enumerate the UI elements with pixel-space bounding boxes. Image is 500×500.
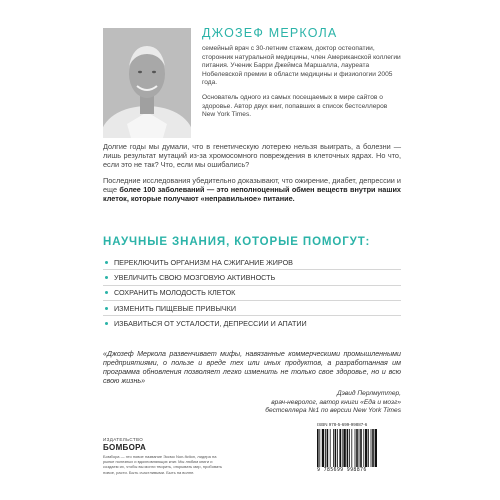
benefit-item: [103, 255, 401, 270]
quote-author-name: Дэвид Перлмуттер,: [336, 390, 401, 397]
benefit-label: СОХРАНИТЬ МОЛОДОСТЬ КЛЕТОК: [114, 288, 236, 298]
barcode-bar: [319, 429, 320, 467]
intro-paragraph-2-bold: более 100 заболеваний — это неполноценный обмен веществ внутри наших клеток, которые получают «неправильное» питание.: [103, 185, 401, 204]
barcode-bar: [372, 429, 374, 467]
endorsement-quote: «Джозеф Меркола развенчивает мифы, навязанные коммерческими промышленными предприятиями, о пользе и вреде тех или иных продуктов, а разработанная им программа обновления позволяет легко изменить не только свое здоровье, но и всю свою жизнь»: [103, 350, 401, 386]
benefit-item: [103, 270, 401, 285]
bullet-icon: [105, 291, 108, 294]
author-photo: [103, 28, 191, 138]
benefit-label: УВЕЛИЧИТЬ СВОЮ МОЗГОВУЮ АКТИВНОСТЬ: [114, 272, 276, 282]
barcode-bar: [356, 429, 358, 467]
barcode-bar: [359, 429, 360, 467]
quote-author-title: врач-невролог, автор книги «Еда и мозг»: [271, 398, 401, 406]
barcode-bar: [342, 429, 343, 467]
bio-paragraph-1: семейный врач с 30-летним стажем, доктор остеопатии, сторонник натуральной медицины, член Американской коллегии питания. Ученик Барри Джеймса Маршалла, лауреата Нобелевской премии в области медицины и физиологии 2005 года.: [202, 45, 401, 87]
bullet-icon: [105, 307, 108, 310]
quote-attribution: [201, 390, 401, 416]
isbn-label: ISBN 978-5-699-99887-6: [317, 422, 368, 427]
barcode-bar: [335, 429, 337, 467]
barcode-bar: [337, 429, 338, 467]
benefit-item: [103, 286, 401, 301]
bullet-icon: [105, 276, 108, 279]
barcode-bar: [375, 429, 377, 467]
benefit-item: [103, 301, 401, 316]
intro-paragraph-1: Долгие годы мы думали, что в генетическую лотерею нельзя выиграть, а болезни — лишь результат мутаций из-за хромосомного повреждения в клеточных ядрах. Но что, если это не так? Что, если мы ошибались?: [103, 142, 401, 170]
barcode-bar: [355, 429, 356, 467]
benefit-item: [103, 316, 401, 331]
barcode-bar: [339, 429, 341, 467]
quote-author-note: бестселлера №1 по версии New York Times: [265, 407, 401, 415]
benefit-label: ПЕРЕКЛЮЧИТЬ ОРГАНИЗМ НА СЖИГАНИЕ ЖИРОВ: [114, 257, 293, 267]
benefits-list: [103, 255, 401, 331]
bio-paragraph-2: Основатель одного из самых посещаемых в мире сайтов о здоровье. Автор двух книг, попавших в список бестселлеров New York Times.: [202, 93, 388, 119]
publisher-logo: БОМБОРА: [103, 443, 147, 452]
intro-paragraph-2: [103, 176, 401, 203]
barcode-bar: [327, 429, 329, 467]
barcode-bar: [363, 429, 364, 467]
benefits-heading: НАУЧНЫЕ ЗНАНИЯ, КОТОРЫЕ ПОМОГУТ:: [103, 236, 371, 248]
barcode-bar: [330, 429, 331, 467]
benefit-label: ИЗМЕНИТЬ ПИЩЕВЫЕ ПРИВЫЧКИ: [114, 303, 236, 313]
benefit-label: ИЗБАВИТЬСЯ ОТ УСТАЛОСТИ, ДЕПРЕССИИ И АПАТИИ: [114, 319, 307, 329]
barcode-bar: [343, 429, 345, 467]
barcode-bar: [360, 429, 362, 467]
barcode-bar: [371, 429, 372, 467]
barcode-bar: [317, 429, 319, 467]
publisher-label: ИЗДАТЕЛЬСТВО: [103, 437, 144, 442]
barcode-bar: [333, 429, 334, 467]
barcode-bar: [325, 429, 326, 467]
publisher-description: Бомбора — это новое название Эксмо Non-fiction, лидера на рынке полезных и вдохновляющих книг. Мы любим книги и создаем их, чтобы вы могли творить, открывать мир, пробовать новое, расти. Быть счастливыми. Быть на волне.: [103, 454, 223, 475]
intro-text: [103, 142, 401, 211]
barcode-bar: [368, 429, 369, 467]
barcode-bar: [351, 429, 352, 467]
author-bio: [202, 45, 402, 126]
barcode-icon: [317, 429, 401, 467]
barcode-bar: [365, 429, 367, 467]
barcode-digits: 9 785699 998876: [317, 467, 367, 473]
bullet-icon: [105, 261, 108, 264]
barcode-bar: [322, 429, 324, 467]
bullet-icon: [105, 322, 108, 325]
author-name: ДЖОЗЕФ МЕРКОЛА: [202, 26, 338, 40]
barcode-bar: [347, 429, 349, 467]
barcode-bar: [349, 429, 350, 467]
intro-paragraph-2-start: Последние исследования убедительно доказывают, что ожирение, диабет, депрессии и еще: [103, 176, 401, 195]
